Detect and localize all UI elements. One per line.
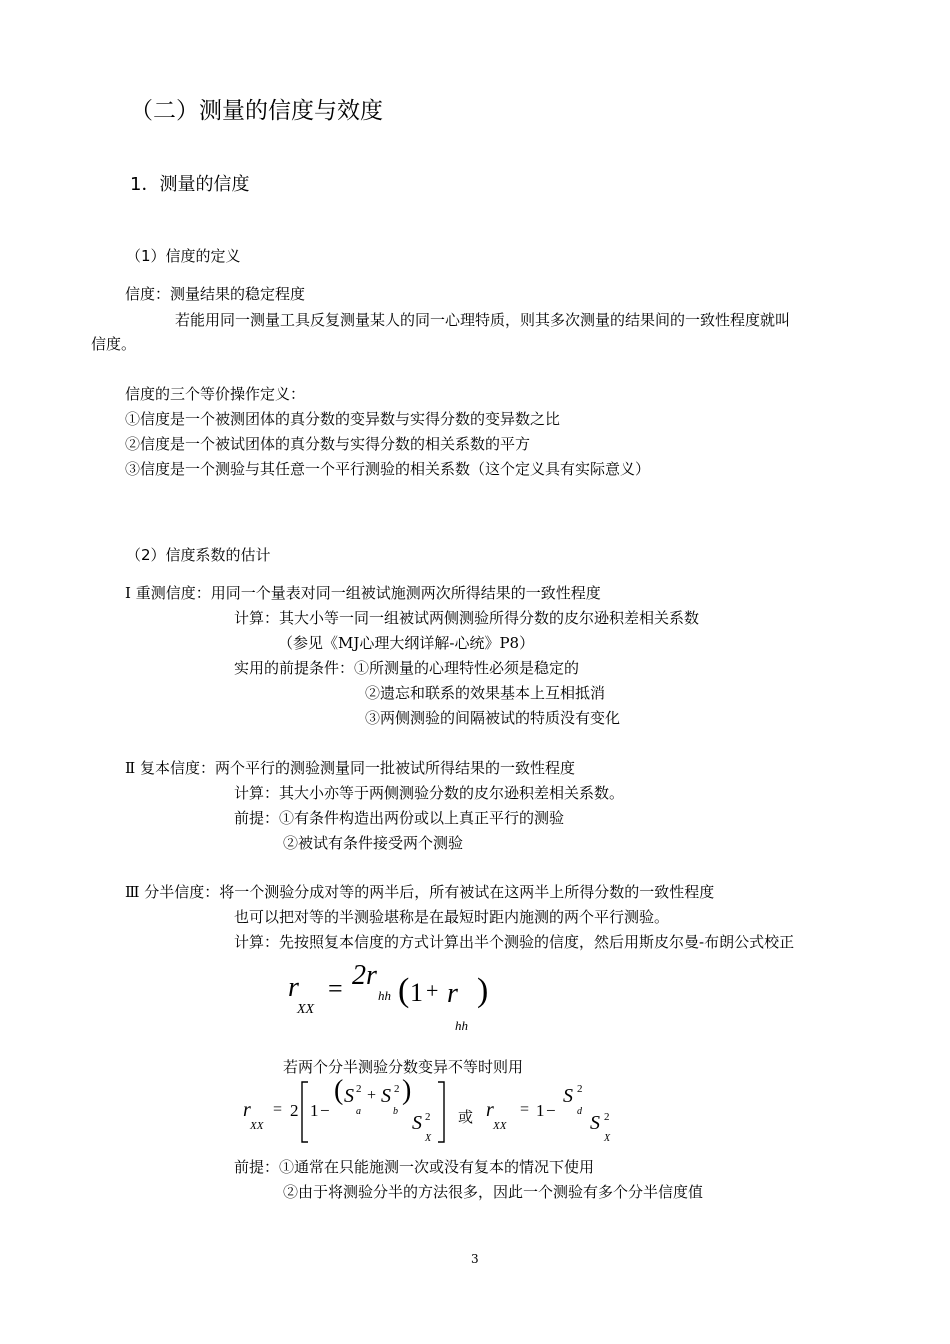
retest-calc: 计算：其大小等一同一组被试两侧测验所得分数的皮尔逊积差相关系数 bbox=[234, 609, 700, 627]
split-unequal: 若两个分半测验分数变异不等时则用 bbox=[283, 1058, 524, 1076]
equivalent-item: ③信度是一个测验与其任意一个平行测验的相关系数（这个定义具有实际意义） bbox=[125, 460, 651, 478]
right-bracket bbox=[436, 1081, 446, 1143]
definition-line: 若能用同一测量工具反复测量某人的同一心理特质，则其多次测量的结果间的一致性程度就叫 bbox=[175, 311, 791, 329]
equivalent-item: ②信度是一个被试团体的真分数与实得分数的相关系数的平方 bbox=[125, 435, 531, 453]
section-heading: （二）测量的信度与效度 bbox=[130, 98, 383, 124]
parallel-premise: ②被试有条件接受两个测验 bbox=[283, 834, 464, 852]
spearman-brown-formula: r XX = 2r hh ( 1 + r hh ) bbox=[288, 960, 489, 1033]
subsection-heading: 1．测量的信度 bbox=[130, 174, 250, 195]
split-calc: 计算：先按照复本信度的方式计算出半个测验的信度，然后用斯皮尔曼-布朗公式校正 bbox=[234, 933, 795, 951]
split-title: Ⅲ 分半信度：将一个测验分成对等的两半后，所有被试在这两半上所得分数的一致性程度 bbox=[125, 883, 715, 901]
rulon-formula: r XX = 2 1 − ( S 2 a + S 2 b ) S 2 X 或 r XX = 1 − S 2 d S 2 X bbox=[243, 1075, 611, 1144]
retest-premise: 实用的前提条件：①所测量的心理特性必须是稳定的 bbox=[234, 659, 580, 677]
retest-reference: （参见《MJ心理大纲详解-心统》P8） bbox=[278, 634, 535, 652]
equivalents-title: 信度的三个等价操作定义： bbox=[125, 385, 306, 403]
retest-premise: ③两侧测验的间隔被试的特质没有变化 bbox=[365, 709, 621, 727]
subsubsection-heading-definition: （1）信度的定义 bbox=[126, 247, 241, 265]
parallel-premise: 前提：①有条件构造出两份或以上真正平行的测验 bbox=[234, 809, 565, 827]
parallel-calc: 计算：其大小亦等于两侧测验分数的皮尔逊积差相关系数。 bbox=[234, 784, 625, 802]
page-number: 3 bbox=[471, 1252, 479, 1266]
parallel-title: Ⅱ 复本信度：两个平行的测验测量同一批被试所得结果的一致性程度 bbox=[125, 759, 575, 777]
definition-line: 信度：测量结果的稳定程度 bbox=[125, 285, 306, 303]
retest-premise: ②遗忘和联系的效果基本上互相抵消 bbox=[365, 684, 606, 702]
split-premise: 前提：①通常在只能施测一次或没有复本的情况下使用 bbox=[234, 1158, 595, 1176]
equivalent-item: ①信度是一个被测团体的真分数的变异数与实得分数的变异数之比 bbox=[125, 410, 561, 428]
definition-line: 信度。 bbox=[91, 335, 137, 353]
subsubsection-heading-estimation: （2）信度系数的估计 bbox=[126, 546, 271, 564]
split-line: 也可以把对等的半测验堪称是在最短时距内施测的两个平行测验。 bbox=[234, 908, 670, 926]
left-bracket bbox=[300, 1081, 310, 1143]
retest-title: Ⅰ 重测信度：用同一个量表对同一组被试施测两次所得结果的一致性程度 bbox=[125, 584, 601, 602]
split-premise: ②由于将测验分半的方法很多，因此一个测验有多个分半信度值 bbox=[283, 1183, 704, 1201]
